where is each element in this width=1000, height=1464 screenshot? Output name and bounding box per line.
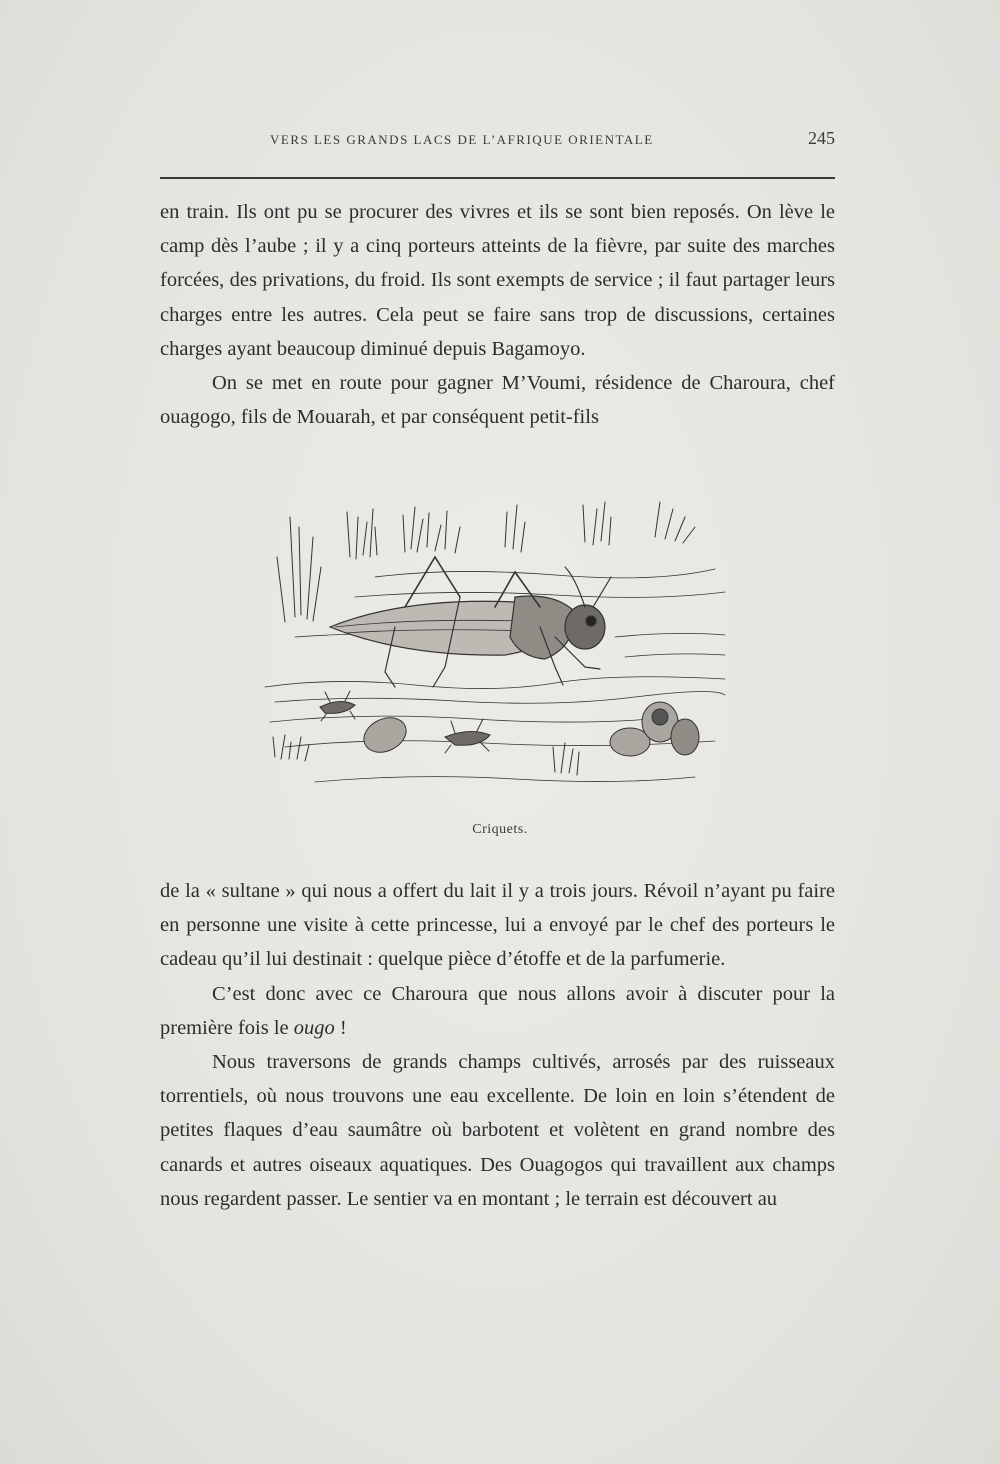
paragraph	[160, 977, 835, 1045]
text-block-bottom	[160, 874, 835, 1216]
paragraph: de la « sultane » qui nous a offert du lait il y a trois jours. Révoil n’ayant pu faire en personne une visite à cette princesse, lui a envoyé par le chef des porteurs le cadeau qu’il lui destinait : quelque pièce d’étoffe et de la parfumerie.	[160, 880, 835, 971]
small-crickets	[320, 691, 490, 753]
header-rule	[160, 177, 835, 179]
running-title: VERS LES GRANDS LACS DE L’AFRIQUE ORIENTALE	[270, 132, 654, 147]
paragraph: Nous traversons de grands champs cultivés, arrosés par des ruisseaux torrentiels, où nous trouvons une eau excellente. De loin en loin s’étendent de petites flaques d’eau saumâtre où barbotent et volètent en grand nombre des canards et autres oiseaux aquatiques. Des Ouagogos qui travaillent aux champs nous regardent passer. Le sentier va en montant ; le terrain est découvert au	[160, 1051, 835, 1210]
egg-pods	[358, 702, 699, 759]
paragraph: en train. Ils ont pu se procurer des vivres et ils se sont bien reposés. On lève le camp dès l’aube ; il y a cinq porteurs atteints de la fièvre, par suite des marches forcées, des privations, du froid. Ils sont exempts de service ; il faut partager leurs charges entre les autres. Cela peut se faire sans trop de discussions, certaines charges ayant beaucoup diminué depuis Bagamoyo.	[160, 201, 835, 360]
paragraph: On se met en route pour gagner M’Voumi, résidence de Charoura, chef ouagogo, fils de Mouarah, et par conséquent petit-fils	[160, 372, 835, 429]
large-grasshopper	[330, 557, 611, 687]
page-number: 245	[808, 128, 835, 148]
italic-word: ougo	[293, 1016, 335, 1039]
paragraph-text: !	[334, 1016, 347, 1039]
grasshopper-illustration	[255, 497, 740, 807]
running-head	[160, 130, 835, 154]
figure-caption: Criquets.	[472, 822, 528, 837]
paragraph-text: C’est donc avec ce Charoura que nous allons avoir à discuter pour la première fois le	[160, 982, 835, 1039]
text-block-top	[160, 195, 835, 434]
grasshopper-engraving-icon	[255, 497, 740, 807]
